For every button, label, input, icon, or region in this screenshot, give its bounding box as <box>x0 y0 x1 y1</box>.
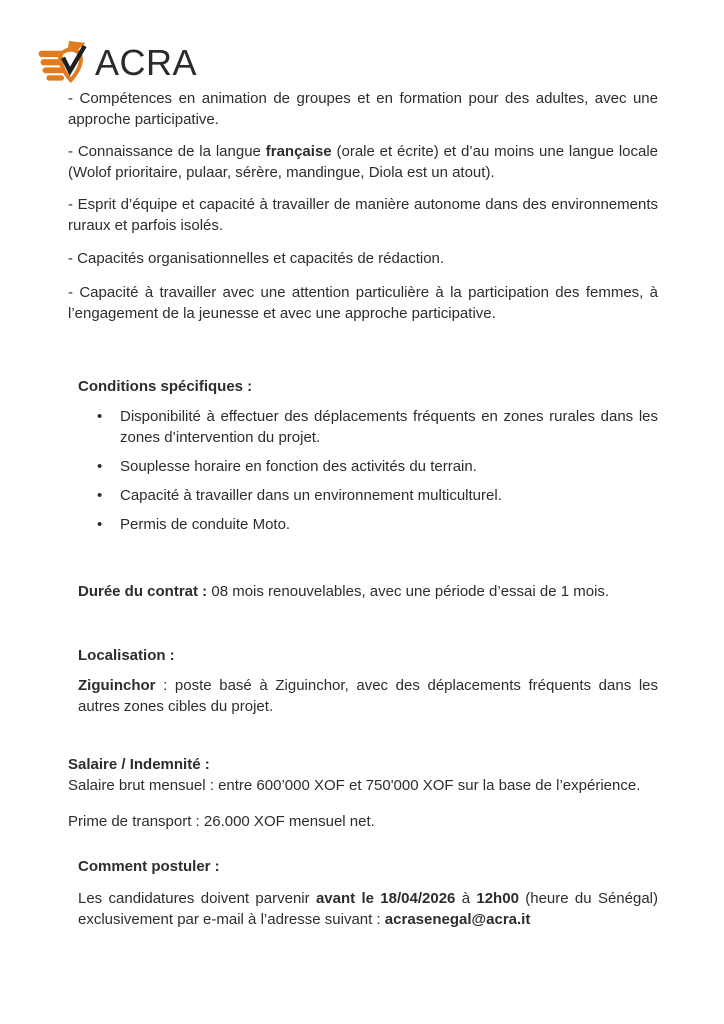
condition-item-availability <box>97 406 658 448</box>
qualification-paragraph-5: - Capacité à travailler avec une attention particulière à la participation des femmes, à l’engagement de la jeunesse et avec une approche participative. <box>68 284 658 322</box>
qualification-paragraph-2: - Connaissance de la langue française (orale et écrite) et d’au moins une langue locale (Wolof prioritaire, pulaar, sérère, mandingue, Diola est un atout). <box>68 143 659 181</box>
document-content <box>68 88 658 930</box>
salary-gross-line: Salaire brut mensuel : entre 600’000 XOF et 750'000 XOF sur la base de l’expérience. <box>68 777 641 794</box>
transport-allowance-line: Prime de transport : 26.000 XOF mensuel net. <box>68 813 375 830</box>
condition-item-moto-license <box>97 514 658 535</box>
deadline-date: avant le 18/04/2026 <box>315 890 456 907</box>
conditions-heading: Conditions spécifiques : <box>78 378 253 395</box>
qualification-paragraph-1: - Compétences en animation de groupes et en formation pour des adultes, avec une approche participative. <box>68 90 658 128</box>
email-address: acrasenegal@acra.it <box>384 911 531 928</box>
location-paragraph: Ziguinchor : poste basé à Ziguinchor, avec des déplacements fréquents dans les autres zones cibles du projet. <box>78 677 658 715</box>
condition-item-text: Capacité à travailler dans un environnement multiculturel. <box>120 487 502 504</box>
acra-hand-logo-icon <box>38 40 92 85</box>
bullet-icon: • <box>97 516 103 533</box>
condition-item-text: Disponibilité à effectuer des déplacements fréquents en zones rurales dans les zones d’intervention du projet. <box>120 408 658 446</box>
condition-item-flexibility <box>97 456 658 477</box>
how-to-apply-heading: Comment postuler : <box>78 858 220 875</box>
contract-duration-label: Durée du contrat : <box>78 583 208 600</box>
location-city: Ziguinchor <box>78 677 156 694</box>
contract-duration: Durée du contrat : 08 mois renouvelables, avec une période d’essai de 1 mois. <box>78 583 610 600</box>
conditions-list <box>97 406 658 535</box>
condition-item-text: Souplesse horaire en fonction des activités du terrain. <box>120 458 477 475</box>
language-french-bold: française <box>265 143 332 160</box>
salary-heading: Salaire / Indemnité : <box>68 756 210 773</box>
bullet-icon: • <box>97 408 103 425</box>
bullet-icon: • <box>97 487 103 504</box>
how-to-apply-paragraph: Les candidatures doivent parvenir avant le 18/04/2026 à 12h00 (heure du Sénégal) exclusivement par e-mail à l’adresse suivant : acrasenegal@acra.it <box>78 890 658 928</box>
brand-text: ACRA <box>95 41 198 83</box>
qualification-paragraph-3: - Esprit d’équipe et capacité à travailler de manière autonome dans des environnements ruraux et parfois isolés. <box>68 196 658 234</box>
acra-logo <box>38 40 197 85</box>
condition-item-multicultural <box>97 485 658 506</box>
location-heading: Localisation : <box>78 647 175 664</box>
qualification-paragraph-4: - Capacités organisationnelles et capacités de rédaction. <box>68 250 445 267</box>
bullet-icon: • <box>97 458 103 475</box>
deadline-time: 12h00 <box>476 890 519 907</box>
condition-item-text: Permis de conduite Moto. <box>120 516 291 533</box>
